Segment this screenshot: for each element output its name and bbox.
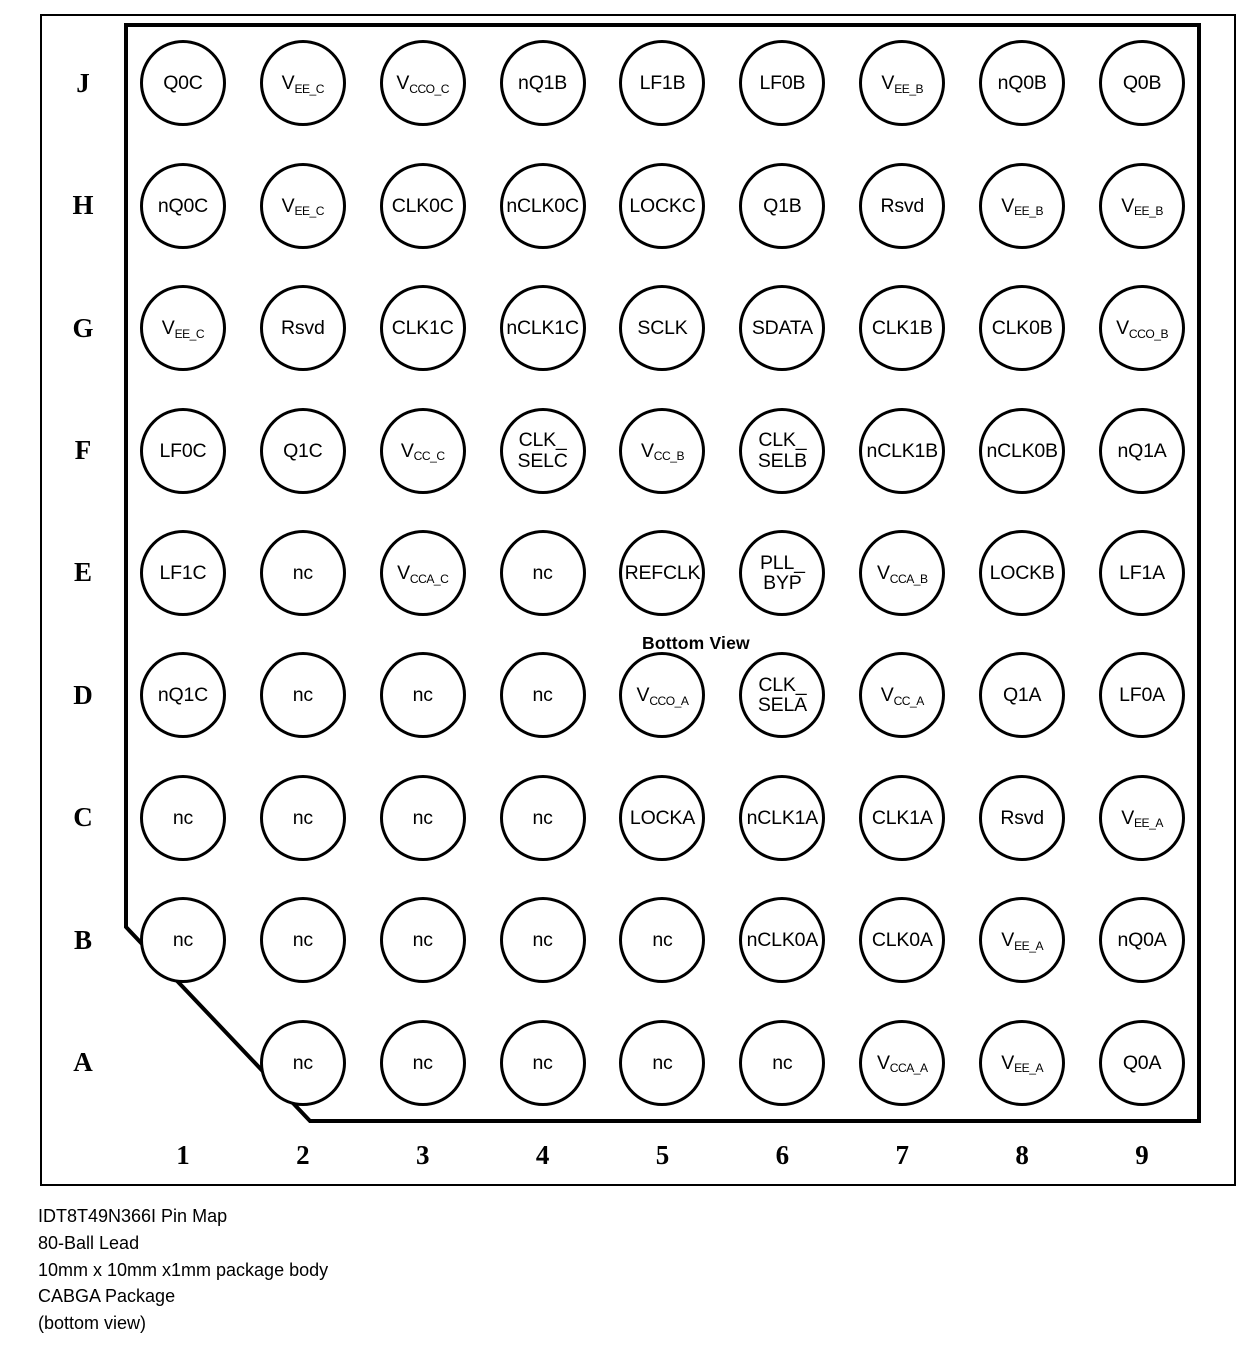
- ball-F3[interactable]: [380, 408, 466, 494]
- ball-A4[interactable]: [500, 1020, 586, 1106]
- ball-J2[interactable]: [260, 40, 346, 126]
- ball-label-G9: $V_{CCO\_B}$: [1116, 317, 1169, 341]
- ball-label-D8: Q1A: [1002, 684, 1042, 707]
- ball-G9[interactable]: [1099, 285, 1185, 371]
- ball-H6[interactable]: [739, 163, 825, 249]
- ball-label-F9: nQ1A: [1117, 439, 1167, 462]
- ball-cell-B3: [363, 879, 483, 1001]
- ball-G8[interactable]: [979, 285, 1065, 371]
- ball-F2[interactable]: [260, 408, 346, 494]
- ball-cell-J4: [483, 22, 603, 144]
- ball-cell-H5: [603, 144, 723, 266]
- ball-D2[interactable]: [260, 652, 346, 738]
- bottom-view-annotation: Bottom View: [642, 633, 750, 653]
- ball-label-C3: nc: [412, 806, 433, 829]
- ball-cell-G7: [842, 267, 962, 389]
- ball-label-H8: $V_{EE\_B}$: [1001, 194, 1043, 219]
- ball-label-subscript-E3: CCA_C: [409, 571, 449, 586]
- ball-cell-B4: [483, 879, 603, 1001]
- ball-label-B4: nc: [532, 929, 553, 952]
- ball-label-subscript-G1: EE_C: [174, 326, 205, 341]
- ball-label-E6: PLL_ BYP: [760, 551, 805, 594]
- ball-label-J8: nQ0B: [997, 72, 1047, 95]
- ball-label-D3: nc: [412, 684, 433, 707]
- ball-label-E3: $V_{CCA\_C}$: [397, 561, 449, 586]
- ball-cell-C2: [243, 757, 363, 879]
- ball-label-subscript-A7: CCA_A: [889, 1061, 928, 1076]
- ball-cell-J9: [1082, 22, 1202, 144]
- ball-label-D4: nc: [532, 684, 553, 707]
- ball-cell-E1: [123, 512, 243, 634]
- ball-cell-D3: [363, 634, 483, 756]
- caption-line-4: CABGA Package: [38, 1286, 176, 1307]
- ball-label-F5: $V_{CC\_B}$: [640, 439, 684, 464]
- ball-D6[interactable]: [739, 652, 825, 738]
- ball-D8[interactable]: [979, 652, 1065, 738]
- ball-C8[interactable]: [979, 775, 1065, 861]
- ball-cell-C7: [842, 757, 962, 879]
- ball-cell-F2: [243, 389, 363, 511]
- row-label-A: A: [73, 1047, 93, 1078]
- ball-J8[interactable]: [979, 40, 1065, 126]
- ball-label-D2: nc: [292, 684, 313, 707]
- ball-cell-B1: [123, 879, 243, 1001]
- ball-label-H2: $V_{EE\_C}$: [281, 194, 324, 219]
- ball-E2[interactable]: [260, 530, 346, 616]
- ball-H5[interactable]: [619, 163, 705, 249]
- ball-label-J9: Q0B: [1122, 72, 1162, 95]
- ball-J5[interactable]: [619, 40, 705, 126]
- ball-C3[interactable]: [380, 775, 466, 861]
- ball-cell-J7: [842, 22, 962, 144]
- ball-D1[interactable]: [140, 652, 226, 738]
- ball-label-subscript-H9: EE_B: [1134, 204, 1163, 219]
- ball-E1[interactable]: [140, 530, 226, 616]
- ball-C9[interactable]: [1099, 775, 1185, 861]
- ball-F4[interactable]: [500, 408, 586, 494]
- ball-label-B7: CLK0A: [871, 929, 933, 952]
- ball-cell-J1: [123, 22, 243, 144]
- ball-F5[interactable]: [619, 408, 705, 494]
- row-label-C: C: [73, 802, 93, 833]
- ball-label-E7: $V_{CCA\_B}$: [876, 561, 928, 586]
- ball-J9[interactable]: [1099, 40, 1185, 126]
- ball-B7[interactable]: [859, 897, 945, 983]
- ball-A6[interactable]: [739, 1020, 825, 1106]
- ball-A9[interactable]: [1099, 1020, 1185, 1106]
- ball-cell-J3: [363, 22, 483, 144]
- ball-label-D5: $V_{CCO\_A}$: [636, 684, 689, 709]
- ball-cell-C4: [483, 757, 603, 879]
- ball-label-B8: $V_{EE\_A}$: [1001, 929, 1043, 953]
- ball-A2[interactable]: [260, 1020, 346, 1106]
- ball-J4[interactable]: [500, 40, 586, 126]
- ball-D9[interactable]: [1099, 652, 1185, 738]
- ball-cell-G4: [483, 267, 603, 389]
- ball-label-J2: $V_{EE\_C}$: [281, 72, 324, 96]
- ball-grid: [123, 22, 1202, 1124]
- ball-E5[interactable]: [619, 530, 705, 616]
- ball-B2[interactable]: [260, 897, 346, 983]
- ball-label-G3: CLK1C: [391, 317, 454, 340]
- row-label-B: B: [73, 924, 92, 955]
- ball-label-A7: $V_{CCA\_A}$: [876, 1051, 928, 1076]
- ball-cell-A5: [603, 1002, 723, 1124]
- ball-label-H9: $V_{EE\_B}$: [1121, 194, 1163, 219]
- caption-line-1: IDT8T49N366I Pin Map: [38, 1206, 228, 1226]
- ball-cell-J5: [603, 22, 723, 144]
- ball-label-subscript-B8: EE_A: [1014, 938, 1043, 953]
- ball-A8[interactable]: [979, 1020, 1065, 1106]
- ball-cell-F7: [842, 389, 962, 511]
- ball-cell-A9: [1082, 1002, 1202, 1124]
- ball-cell-G8: [962, 267, 1082, 389]
- ball-C2[interactable]: [260, 775, 346, 861]
- ball-H4[interactable]: [500, 163, 586, 249]
- ball-cell-E4: [483, 512, 603, 634]
- ball-D5[interactable]: [619, 652, 705, 738]
- ball-label-H6: Q1B: [763, 194, 802, 217]
- col-label-6: 6: [775, 1139, 790, 1170]
- row-label-H: H: [72, 190, 94, 221]
- ball-label-B2: nc: [292, 929, 313, 952]
- ball-cell-A7: [842, 1002, 962, 1124]
- ball-cell-A1: [123, 1002, 243, 1124]
- ball-label-subscript-E7: CCA_B: [889, 571, 928, 586]
- ball-cell-A2: [243, 1002, 363, 1124]
- ball-G5[interactable]: [619, 285, 705, 371]
- ball-label-H3: CLK0C: [391, 194, 454, 217]
- ball-H2[interactable]: [260, 163, 346, 249]
- col-label-4: 4: [535, 1139, 550, 1170]
- ball-cell-F9: [1082, 389, 1202, 511]
- row-label-D: D: [73, 679, 93, 710]
- ball-cell-H8: [962, 144, 1082, 266]
- ball-label-C6: nCLK1A: [746, 806, 819, 829]
- ball-cell-A3: [363, 1002, 483, 1124]
- ball-label-A4: nc: [532, 1051, 553, 1074]
- ball-E6[interactable]: [739, 530, 825, 616]
- ball-label-A3: nc: [412, 1051, 433, 1074]
- ball-label-C4: nc: [532, 806, 553, 829]
- row-label-F: F: [74, 435, 92, 466]
- ball-label-subscript-H8: EE_B: [1014, 204, 1043, 219]
- ball-J1[interactable]: [140, 40, 226, 126]
- ball-label-E4: nc: [532, 561, 553, 584]
- col-label-2: 2: [296, 1139, 310, 1170]
- ball-cell-E8: [962, 512, 1082, 634]
- ball-cell-H3: [363, 144, 483, 266]
- ball-label-D7: $V_{CC\_A}$: [880, 684, 924, 709]
- ball-cell-H1: [123, 144, 243, 266]
- ball-A3[interactable]: [380, 1020, 466, 1106]
- caption-line-3: 10mm x 10mm x1mm package body: [38, 1259, 329, 1280]
- ball-cell-D8: [962, 634, 1082, 756]
- ball-label-B6: nCLK0A: [746, 929, 819, 952]
- ball-label-C8: Rsvd: [1000, 806, 1044, 829]
- ball-F6[interactable]: [739, 408, 825, 494]
- ball-E3[interactable]: [380, 530, 466, 616]
- ball-label-G6: SDATA: [751, 317, 813, 340]
- ball-cell-D7: [842, 634, 962, 756]
- ball-label-D1: nQ1C: [157, 684, 208, 707]
- ball-B5[interactable]: [619, 897, 705, 983]
- ball-G1[interactable]: [140, 285, 226, 371]
- ball-cell-A8: [962, 1002, 1082, 1124]
- ball-label-subscript-D7: CC_A: [893, 694, 924, 709]
- col-label-7: 7: [895, 1139, 910, 1170]
- ball-cell-B6: [722, 879, 842, 1001]
- ball-H3[interactable]: [380, 163, 466, 249]
- ball-D7[interactable]: [859, 652, 945, 738]
- ball-cell-C3: [363, 757, 483, 879]
- ball-label-A6: nc: [772, 1051, 793, 1074]
- ball-cell-A4: [483, 1002, 603, 1124]
- ball-empty-A1: [140, 1020, 226, 1106]
- ball-C6[interactable]: [739, 775, 825, 861]
- ball-G3[interactable]: [380, 285, 466, 371]
- row-label-column: [44, 22, 122, 1124]
- ball-label-B9: nQ0A: [1117, 929, 1167, 952]
- ball-cell-H4: [483, 144, 603, 266]
- ball-label-A8: $V_{EE\_A}$: [1001, 1051, 1043, 1076]
- ball-label-E2: nc: [292, 561, 313, 584]
- ball-cell-F1: [123, 389, 243, 511]
- ball-label-G8: CLK0B: [991, 317, 1053, 340]
- ball-label-subscript-F5: CC_B: [653, 449, 684, 464]
- ball-cell-B2: [243, 879, 363, 1001]
- ball-A7[interactable]: [859, 1020, 945, 1106]
- ball-label-subscript-C9: EE_A: [1134, 816, 1163, 831]
- ball-D4[interactable]: [500, 652, 586, 738]
- ball-F9[interactable]: [1099, 408, 1185, 494]
- col-label-5: 5: [655, 1139, 670, 1170]
- ball-cell-E6: [722, 512, 842, 634]
- row-label-E: E: [73, 557, 92, 588]
- ball-label-F6: CLK_ SELB: [757, 429, 807, 472]
- ball-label-E1: LF1C: [159, 561, 207, 584]
- ball-B1[interactable]: [140, 897, 226, 983]
- ball-cell-E5: [603, 512, 723, 634]
- ball-cell-G5: [603, 267, 723, 389]
- ball-label-E9: LF1A: [1119, 561, 1165, 584]
- ball-C1[interactable]: [140, 775, 226, 861]
- diagram-caption: [38, 1203, 328, 1337]
- ball-G4[interactable]: [500, 285, 586, 371]
- ball-C4[interactable]: [500, 775, 586, 861]
- ball-J7[interactable]: [859, 40, 945, 126]
- ball-cell-E3: [363, 512, 483, 634]
- ball-label-G5: SCLK: [637, 317, 688, 340]
- ball-cell-E2: [243, 512, 363, 634]
- ball-cell-H2: [243, 144, 363, 266]
- ball-label-A5: nc: [652, 1051, 673, 1074]
- ball-label-F3: $V_{CC\_C}$: [400, 439, 445, 464]
- ball-label-A2: nc: [292, 1051, 313, 1074]
- ball-B6[interactable]: [739, 897, 825, 983]
- ball-cell-H9: [1082, 144, 1202, 266]
- ball-label-H7: Rsvd: [880, 194, 925, 217]
- caption-line-5: (bottom view): [38, 1313, 147, 1334]
- ball-label-C1: nc: [172, 806, 194, 829]
- ball-label-D6: CLK_ SELA: [757, 674, 807, 717]
- ball-J6[interactable]: [739, 40, 825, 126]
- ball-cell-J8: [962, 22, 1082, 144]
- col-label-8: 8: [1015, 1139, 1029, 1170]
- row-label-J: J: [76, 67, 90, 98]
- ball-B3[interactable]: [380, 897, 466, 983]
- ball-cell-D9: [1082, 634, 1202, 756]
- ball-label-C2: nc: [292, 806, 313, 829]
- ball-cell-H6: [722, 144, 842, 266]
- ball-A5[interactable]: [619, 1020, 705, 1106]
- ball-label-D9: LF0A: [1119, 684, 1165, 707]
- ball-F8[interactable]: [979, 408, 1065, 494]
- ball-label-B3: nc: [412, 929, 433, 952]
- ball-cell-A6: [722, 1002, 842, 1124]
- ball-cell-B5: [603, 879, 723, 1001]
- ball-B8[interactable]: [979, 897, 1065, 983]
- ball-cell-G6: [722, 267, 842, 389]
- ball-cell-F6: [722, 389, 842, 511]
- ball-label-E8: LOCKB: [989, 561, 1055, 584]
- ball-label-subscript-J2: EE_C: [294, 81, 324, 96]
- column-label-row: [123, 1126, 1202, 1184]
- ball-cell-C8: [962, 757, 1082, 879]
- ball-label-J3: $V_{CCO\_C}$: [396, 72, 449, 96]
- ball-label-H1: nQ0C: [157, 194, 208, 217]
- ball-cell-F5: [603, 389, 723, 511]
- ball-cell-D1: [123, 634, 243, 756]
- ball-cell-E7: [842, 512, 962, 634]
- ball-label-G1: $V_{EE\_C}$: [161, 317, 205, 341]
- ball-cell-J6: [722, 22, 842, 144]
- ball-label-F4: CLK_ SELC: [517, 429, 568, 472]
- ball-cell-D2: [243, 634, 363, 756]
- ball-H9[interactable]: [1099, 163, 1185, 249]
- ball-E4[interactable]: [500, 530, 586, 616]
- ball-label-A9: Q0A: [1122, 1051, 1162, 1074]
- ball-cell-G9: [1082, 267, 1202, 389]
- ball-cell-C6: [722, 757, 842, 879]
- ball-cell-B7: [842, 879, 962, 1001]
- ball-label-J6: LF0B: [759, 72, 806, 95]
- ball-cell-D4: [483, 634, 603, 756]
- ball-E7[interactable]: [859, 530, 945, 616]
- ball-cell-C1: [123, 757, 243, 879]
- ball-label-subscript-G9: CCO_B: [1128, 326, 1169, 341]
- ball-label-F8: nCLK0B: [986, 439, 1058, 462]
- ball-F7[interactable]: [859, 408, 945, 494]
- ball-H8[interactable]: [979, 163, 1065, 249]
- row-label-G: G: [72, 312, 94, 343]
- ball-C7[interactable]: [859, 775, 945, 861]
- ball-E9[interactable]: [1099, 530, 1185, 616]
- ball-label-subscript-D5: CCO_A: [649, 694, 689, 709]
- ball-label-B1: nc: [172, 929, 194, 952]
- ball-label-J1: Q0C: [163, 72, 203, 95]
- ball-label-J4: nQ1B: [518, 72, 568, 95]
- ball-J3[interactable]: [380, 40, 466, 126]
- ball-cell-F3: [363, 389, 483, 511]
- ball-label-G4: nCLK1C: [506, 317, 579, 340]
- ball-label-subscript-J3: CCO_C: [409, 81, 449, 96]
- ball-E8[interactable]: [979, 530, 1065, 616]
- ball-H1[interactable]: [140, 163, 226, 249]
- ball-cell-B9: [1082, 879, 1202, 1001]
- ball-cell-C5: [603, 757, 723, 879]
- ball-label-subscript-F3: CC_C: [413, 449, 445, 464]
- ball-cell-G1: [123, 267, 243, 389]
- ball-label-F7: nCLK1B: [866, 439, 938, 462]
- ball-label-E5: REFCLK: [624, 561, 701, 584]
- ball-label-B5: nc: [652, 929, 673, 952]
- ball-cell-J2: [243, 22, 363, 144]
- ball-D3[interactable]: [380, 652, 466, 738]
- col-label-3: 3: [415, 1139, 430, 1170]
- ball-G7[interactable]: [859, 285, 945, 371]
- col-label-1: 1: [176, 1139, 190, 1170]
- caption-line-2: 80-Ball Lead: [38, 1232, 140, 1253]
- ball-G2[interactable]: [260, 285, 346, 371]
- ball-F1[interactable]: [140, 408, 226, 494]
- ball-G6[interactable]: [739, 285, 825, 371]
- ball-label-C7: CLK1A: [871, 806, 933, 829]
- ball-cell-H7: [842, 144, 962, 266]
- ball-label-J7: $V_{EE\_B}$: [881, 72, 924, 96]
- ball-label-C5: LOCKA: [629, 806, 696, 829]
- ball-label-H4: nCLK0C: [506, 194, 579, 217]
- ball-cell-F4: [483, 389, 603, 511]
- ball-cell-C9: [1082, 757, 1202, 879]
- ball-label-subscript-J7: EE_B: [894, 81, 924, 96]
- ball-label-H5: LOCKC: [629, 194, 696, 217]
- ball-label-subscript-H2: EE_C: [294, 204, 324, 219]
- ball-label-G7: CLK1B: [871, 317, 933, 340]
- ball-label-subscript-A8: EE_A: [1014, 1061, 1043, 1076]
- pin-map-diagram-frame: [40, 14, 1236, 1186]
- ball-cell-G3: [363, 267, 483, 389]
- ball-label-F2: Q1C: [283, 439, 323, 462]
- ball-cell-E9: [1082, 512, 1202, 634]
- ball-cell-F8: [962, 389, 1082, 511]
- ball-cell-G2: [243, 267, 363, 389]
- ball-H7[interactable]: [859, 163, 945, 249]
- ball-label-J5: LF1B: [639, 72, 686, 95]
- ball-B4[interactable]: [500, 897, 586, 983]
- ball-label-G2: Rsvd: [280, 317, 325, 340]
- ball-B9[interactable]: [1099, 897, 1185, 983]
- ball-label-F1: LF0C: [159, 439, 207, 462]
- ball-cell-B8: [962, 879, 1082, 1001]
- ball-C5[interactable]: [619, 775, 705, 861]
- ball-label-C9: $V_{EE\_A}$: [1121, 806, 1163, 831]
- col-label-9: 9: [1135, 1139, 1149, 1170]
